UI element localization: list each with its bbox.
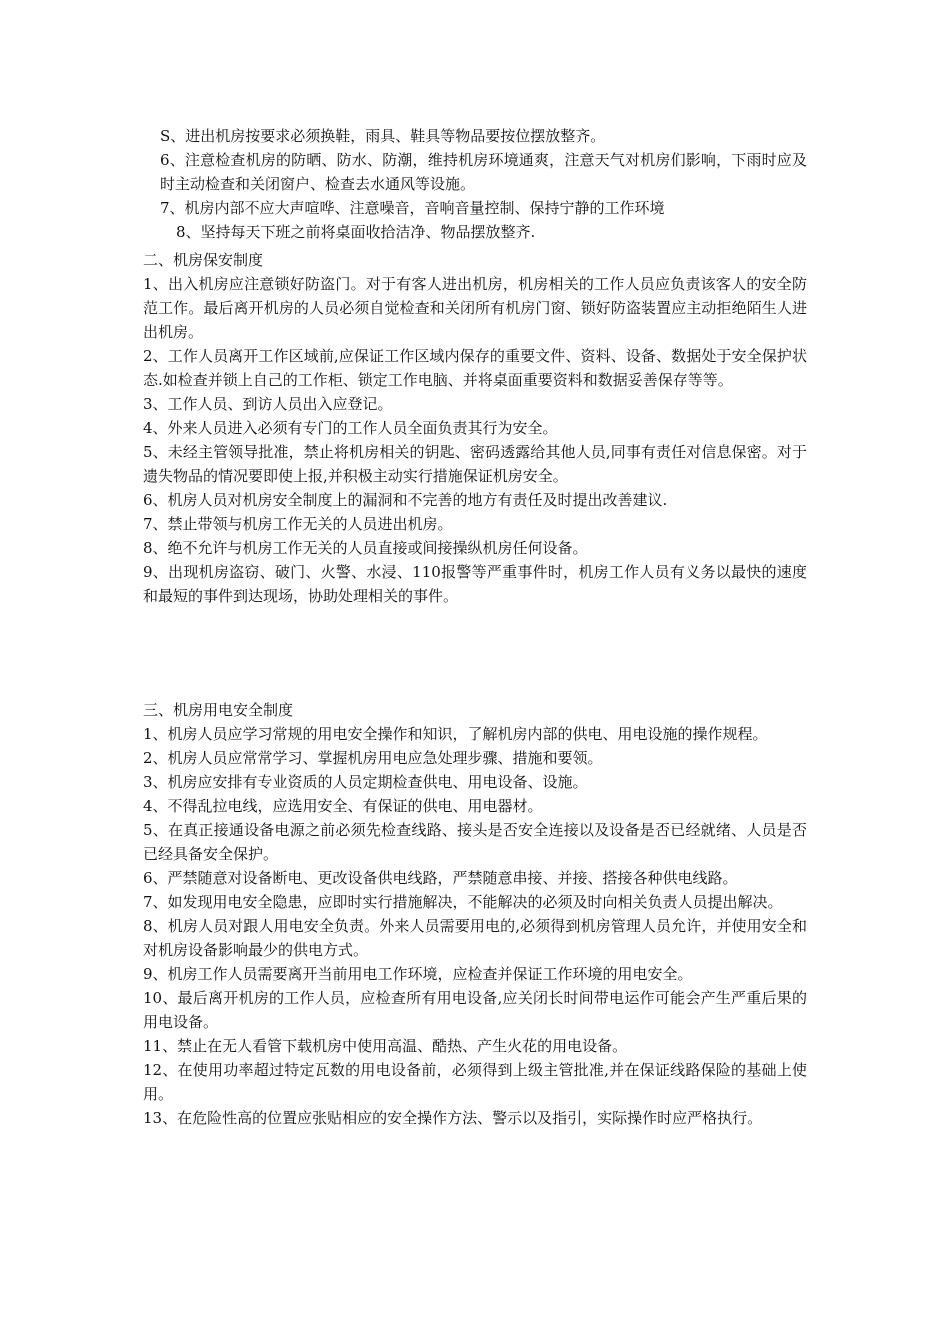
rule-paragraph: 4、外来人员进入必须有专门的工作人员全面负责其行为安全。 bbox=[143, 419, 558, 437]
section1-tail bbox=[143, 124, 807, 244]
rule-paragraph: 5、未经主管领导批准，禁止将机房相关的钥匙、密码透露给其他人员,同事有责任对信息保密。对于遗失物品的情况要即使上报,并积极主动实行措施保证机房安全。 bbox=[143, 443, 807, 485]
rule-paragraph: 6、机房人员对机房安全制度上的漏洞和不完善的地方有责任及时提出改善建议. bbox=[143, 491, 668, 509]
rule-paragraph: 2、工作人员离开工作区域前,应保证工作区域内保存的重要文件、资料、设备、数据处于安全保护状态.如检查并锁上自己的工作柜、锁定工作电脑、并将桌面重要资料和数据妥善保存等等。 bbox=[143, 347, 807, 389]
section2 bbox=[143, 248, 807, 608]
section3 bbox=[143, 698, 807, 1130]
rule-paragraph: 8、坚持每天下班之前将桌面收拾洁净、物品摆放整齐. bbox=[176, 223, 536, 241]
rule-paragraph: 3、机房应安排有专业资质的人员定期检查供电、用电设备、设施。 bbox=[143, 773, 588, 791]
rule-paragraph: 13、在危险性高的位置应张贴相应的安全操作方法、警示以及指引，实际操作时应严格执行。 bbox=[143, 1109, 763, 1127]
rule-paragraph: 3、工作人员、到访人员出入应登记。 bbox=[143, 395, 393, 413]
section-heading: 二、机房保安制度 bbox=[143, 251, 264, 269]
rule-paragraph: 6、注意检查机房的防晒、防水、防潮，维持机房环境通爽，注意天气对机房们影响，下雨时应及时主动检查和关闭窗户、检查去水通风等设施。 bbox=[160, 151, 807, 193]
rule-paragraph: S、进出机房按要求必须换鞋，雨具、鞋具等物品要按位摆放整齐。 bbox=[160, 127, 606, 145]
rule-paragraph: 2、机房人员应常常学习、掌握机房用电应急处理步骤、措施和要领。 bbox=[143, 749, 603, 767]
rule-paragraph: 7、禁止带领与机房工作无关的人员进出机房。 bbox=[143, 515, 453, 533]
rule-paragraph: 7、如发现用电安全隐患，应即时实行措施解决，不能解决的必须及时向相关负责人员提出解决。 bbox=[143, 893, 783, 911]
rule-paragraph: 9、出现机房盗窃、破门、火警、水浸、110报警等严重事件时，机房工作人员有义务以最快的速度和最短的事件到达现场，协助处理相关的事件。 bbox=[143, 563, 807, 605]
rule-paragraph: 4、不得乱拉电线，应选用安全、有保证的供电、用电器材。 bbox=[143, 797, 543, 815]
rule-paragraph: 8、绝不允许与机房工作无关的人员直接或间接操纵机房任何设备。 bbox=[143, 539, 588, 557]
rule-paragraph: 6、严禁随意对设备断电、更改设备供电线路，严禁随意串接、并接、搭接各种供电线路。 bbox=[143, 869, 738, 887]
rule-paragraph: 12、在使用功率超过特定瓦数的用电设备前，必须得到上级主管批准,并在保证线路保险的基础上使用。 bbox=[143, 1061, 807, 1103]
section-heading: 三、机房用电安全制度 bbox=[143, 701, 294, 719]
rule-paragraph: 8、机房人员对跟人用电安全负责。外来人员需要用电的,必须得到机房管理人员允许，并使用安全和对机房设备影响最少的供电方式。 bbox=[143, 917, 807, 959]
rule-paragraph: 1、出入机房应注意锁好防盗门。对于有客人进出机房，机房相关的工作人员应负责该客人的安全防范工作。最后离开机房的人员必须自觉检查和关闭所有机房门窗、锁好防盗装置应主动拒绝陌生人进出机房。 bbox=[143, 275, 807, 341]
rule-paragraph: 5、在真正接通设备电源之前必须先检查线路、接头是否安全连接以及设备是否已经就绪、人员是否已经具备安全保护。 bbox=[143, 821, 807, 863]
rule-paragraph: 1、机房人员应学习常规的用电安全操作和知识，了解机房内部的供电、用电设施的操作规程。 bbox=[143, 725, 768, 743]
rule-paragraph: 7、机房内部不应大声喧哗、注意噪音，音响音量控制、保持宁静的工作环境 bbox=[160, 199, 665, 217]
rule-paragraph: 9、机房工作人员需要离开当前用电工作环境，应检查并保证工作环境的用电安全。 bbox=[143, 965, 693, 983]
rule-paragraph: 11、禁止在无人看管下载机房中使用高温、酷热、产生火花的用电设备。 bbox=[143, 1037, 628, 1055]
rule-paragraph: 10、最后离开机房的工作人员，应检查所有用电设备,应关闭长时间带电运作可能会产生严重后果的用电设备。 bbox=[143, 989, 807, 1031]
